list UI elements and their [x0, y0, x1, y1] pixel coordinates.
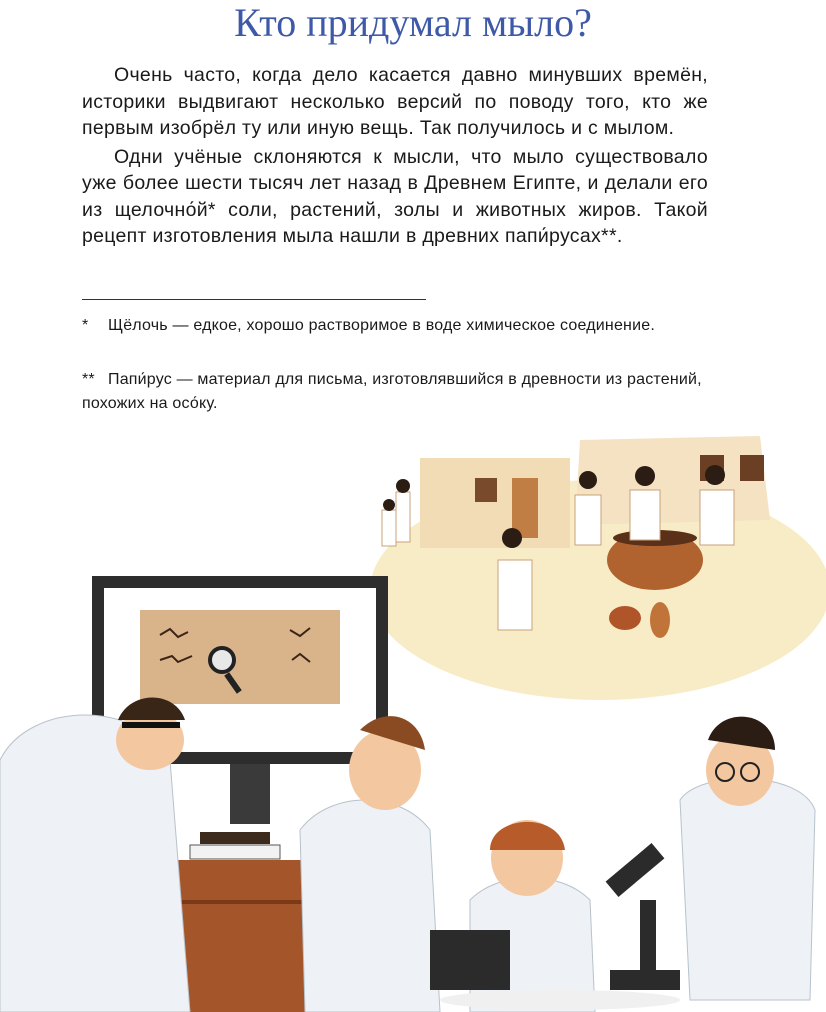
egyptian-scene [370, 436, 826, 700]
page-title: Кто придумал мыло? [234, 0, 592, 45]
paragraph-2: Одни учёные склоняются к мысли, что мыло существовало уже более шести тысяч лет назад в Древнем Египте, и делали его из щелочно́й* соли, растений, золы и животных жиров. Такой рецепт изготовления мыла нашли в древних папи́русах**. [82, 145, 708, 247]
footnote-1-text: Щёлочь — едкое, хорошо растворимое в воде химическое соединение. [108, 317, 655, 334]
scientist-right [680, 717, 815, 1000]
laptop [430, 930, 510, 990]
magnifier-icon [210, 648, 234, 672]
footnote-1 [82, 314, 702, 338]
microscope [606, 843, 680, 990]
article-body [82, 62, 708, 252]
footnote-1-mark: * [82, 317, 89, 334]
scientist-left [0, 698, 190, 1012]
footnote-2-text: Папи́рус — материал для письма, изготовлявшийся в древности из растений, похожих на осо́ку. [82, 371, 702, 412]
footnote-2 [82, 368, 702, 416]
footnote-divider [82, 299, 426, 300]
footnote-2-mark: ** [82, 371, 95, 388]
illustration [0, 420, 826, 1012]
paragraph-1: Очень часто, когда дело касается давно минувших времён, историки выдвигают несколько версий по поводу того, кто же первым изобрёл ту или иную вещь. Так получилось и с мылом. [82, 64, 708, 139]
scientist-girl [430, 820, 595, 1012]
house-left [420, 458, 570, 548]
